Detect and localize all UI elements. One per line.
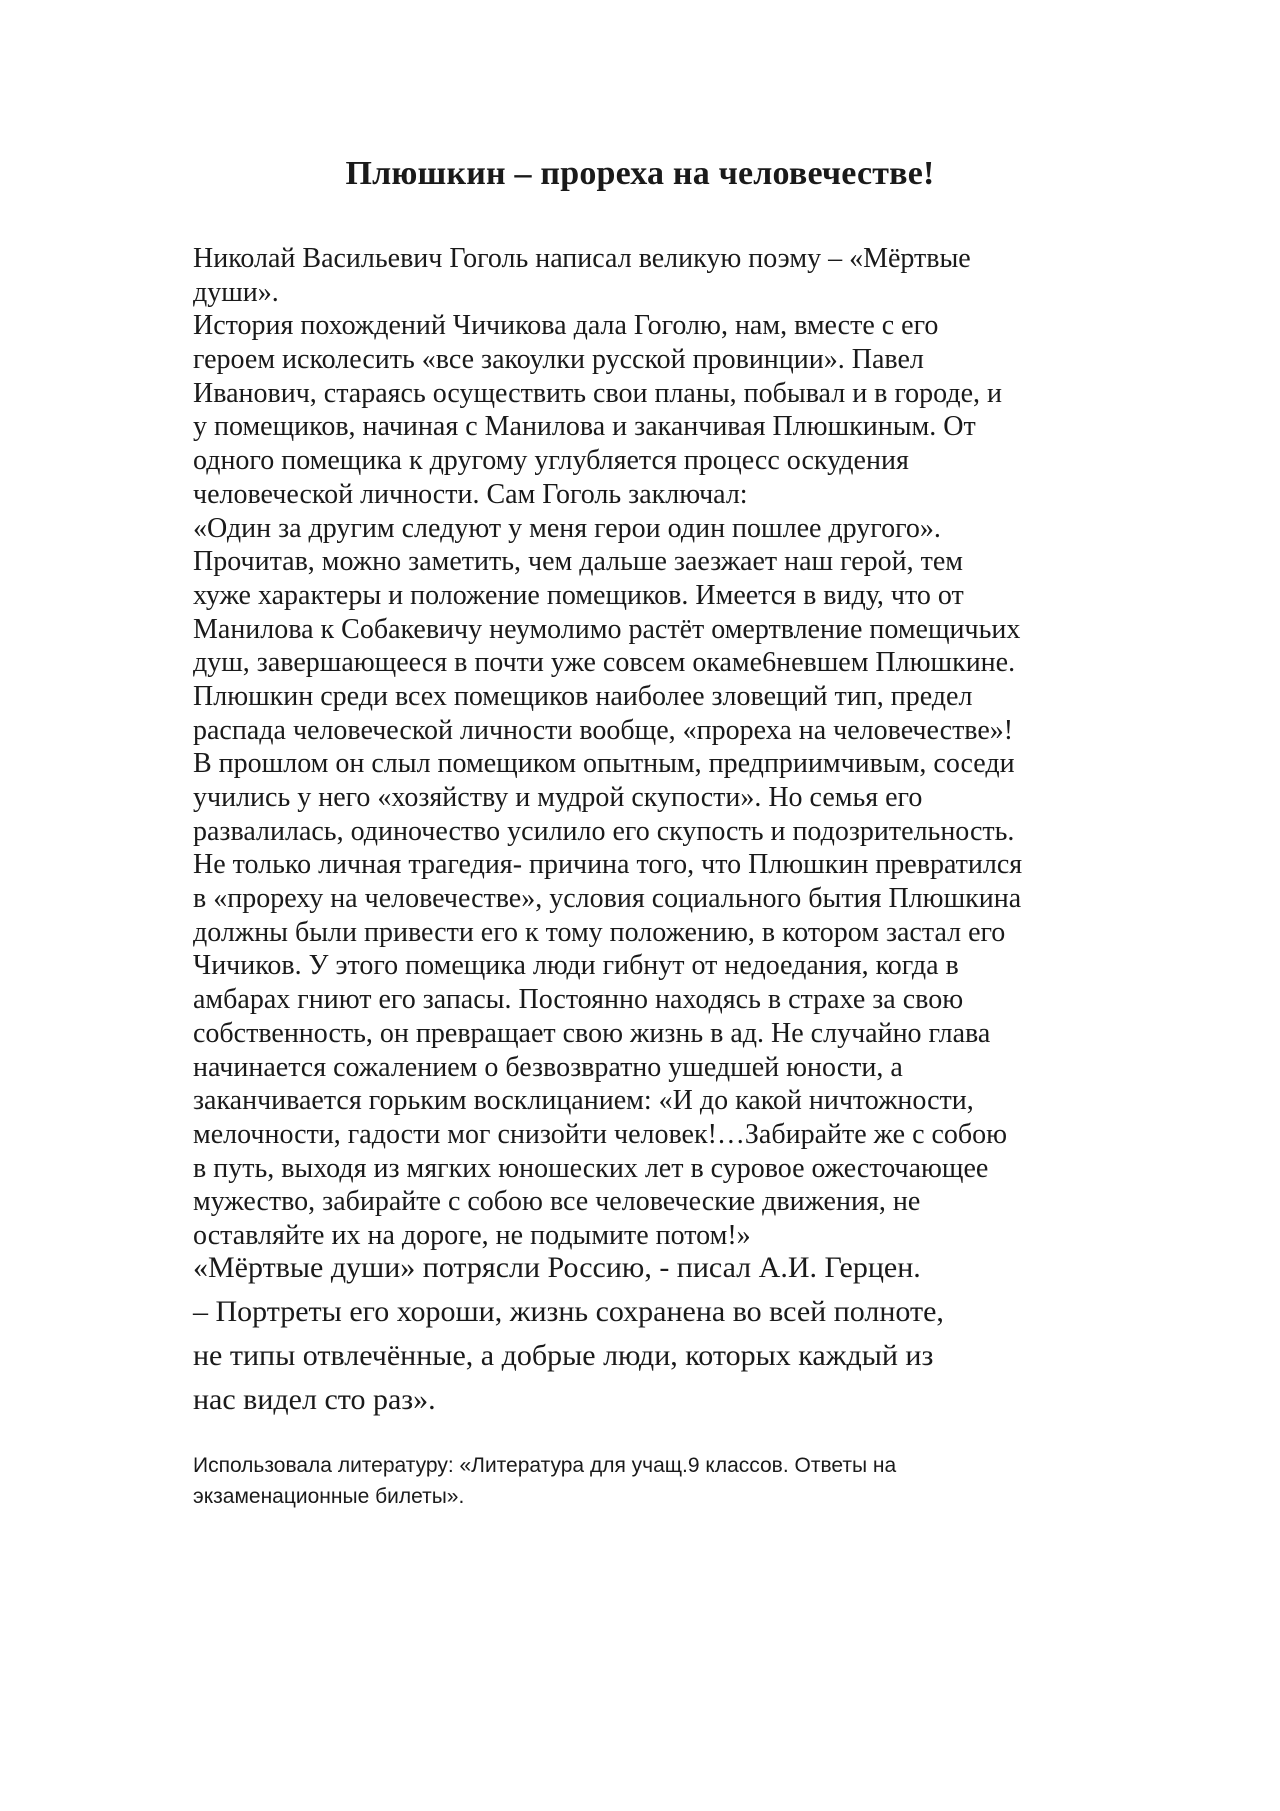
herzen-quote [193, 1246, 1113, 1422]
quote-line: не типы отвлечённые, а добрые люди, которых каждый из [193, 1339, 934, 1372]
body-line: хуже характеры и положение помещиков. Имеется в виду, что от [193, 579, 964, 611]
body-line: героем исколесить «все закоулки русской провинции». Павел [193, 344, 924, 376]
body-line: оставляйте их на дороге, не подымите потом!» [193, 1219, 751, 1251]
body-line: одного помещика к другому углубляется процесс оскудения [193, 445, 909, 477]
body-line: «Один за другим следуют у меня герои один пошлее другого». [193, 512, 941, 544]
body-line: Манилова к Собакевичу неумолимо растёт омертвление помещичьих [193, 613, 1021, 645]
body-line: в путь, выходя из мягких юношеских лет в суровое ожесточающее [193, 1152, 989, 1184]
body-line: Николай Васильевич Гоголь написал великую поэму – «Мёртвые [193, 243, 971, 274]
quote-line: «Мёртвые души» потрясли Россию, - писал А.И. Герцен. [193, 1251, 921, 1284]
body-line: распада человеческой личности вообще, «прореха на человечестве»! [193, 714, 1014, 746]
body-line: Чичиков. У этого помещика люди гибнут от недоедания, когда в [193, 950, 959, 982]
body-line: мелочности, гадости мог снизойти человек!…Забирайте же с собою [193, 1118, 1008, 1150]
quote-line: – Портреты его хороши, жизнь сохранена во всей полноте, [193, 1295, 944, 1328]
body-line: в «прореху на человечестве», условия социального бытия Плюшкина [193, 883, 1022, 915]
body-line: Не только личная трагедия- причина того, что Плюшкин превратился [193, 849, 1023, 881]
body-line: души». [193, 276, 279, 308]
body-line: Иванович, стараясь осуществить свои планы, побывал и в городе, и [193, 377, 1003, 409]
body-line: душ, завершающееся в почти уже совсем окаме6невшем Плюшкине. [193, 647, 1016, 679]
source-line: Использовала литературу: «Литература для учащ.9 классов. Ответы на [193, 1454, 897, 1477]
body-line: В прошлом он слыл помещиком опытным, предприимчивым, соседи [193, 748, 1015, 780]
body-line: у помещиков, начиная с Манилова и заканчивая Плюшкиным. От [193, 411, 976, 443]
page-title: Плюшкин – прореха на человечестве! [345, 155, 935, 192]
body-line: человеческой личности. Сам Гоголь заключал: [193, 478, 748, 510]
body-line: мужество, забирайте с собою все человеческие движения, не [193, 1186, 921, 1218]
body-line: собственность, он превращает свою жизнь в ад. Не случайно глава [193, 1017, 991, 1049]
body-line: Плюшкин среди всех помещиков наиболее зловещий тип, предел [193, 680, 973, 712]
body-line: заканчивается горьким восклицанием: «И до какой ничтожности, [193, 1085, 974, 1117]
source-note [193, 1450, 1093, 1512]
body-line: начинается сожалением о безвозвратно ушедшей юности, а [193, 1051, 903, 1083]
body-line: Прочитав, можно заметить, чем дальше заезжает наш герой, тем [193, 546, 964, 578]
body-line: История похождений Чичикова дала Гоголю, нам, вместе с его [193, 310, 939, 342]
body-line: амбарах гниют его запасы. Постоянно находясь в страхе за свою [193, 984, 964, 1016]
source-line: экзаменационные билеты». [193, 1485, 465, 1508]
body-paragraph [193, 242, 1093, 1253]
body-line: учились у него «хозяйству и мудрой скупости». Но семья его [193, 782, 923, 813]
quote-line: нас видел сто раз». [193, 1383, 436, 1416]
body-line: должны были привести его к тому положению, в котором застал его [193, 916, 1006, 948]
body-line: развалилась, одиночество усилило его скупость и подозрительность. [193, 815, 1015, 847]
